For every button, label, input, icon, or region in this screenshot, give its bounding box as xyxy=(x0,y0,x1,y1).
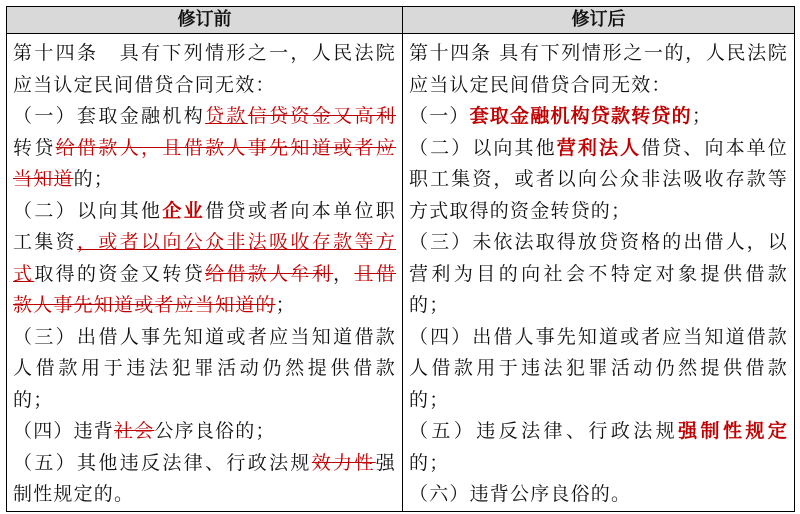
before-item-4-text-2: 公序良俗的； xyxy=(154,420,276,442)
before-item-2-insertion-1: ，或者以向公众非法吸收存款等方式 xyxy=(13,231,396,285)
after-item-2-text-2: 借贷、向本单位职工集资，或者以向公众非法吸收存款等方式取得的资金转贷的； xyxy=(409,136,788,222)
before-item-2-deletion-2: 且借款人事先知道或者应当知道的 xyxy=(13,262,396,316)
before-item-2-text-4: ， xyxy=(333,262,355,285)
before-item-2 xyxy=(13,196,396,322)
before-item-1 xyxy=(13,101,396,196)
before-item-5 xyxy=(13,448,396,511)
header-after: 修订后 xyxy=(403,7,795,34)
before-item-1-deletion-2: 给借款人，且借款人事先知道或者应当知道 xyxy=(13,136,396,190)
before-item-1-text-2: 转贷 xyxy=(13,136,56,159)
before-item-2-deletion-1: 给借款人牟利 xyxy=(205,262,334,285)
after-text-block xyxy=(409,38,788,511)
before-item-2-emphasis-1: 企业 xyxy=(162,199,206,222)
before-item-1-deletion-1: 信贷资金又高利 xyxy=(247,105,396,127)
before-item-5-text-2: 强制性规定的。 xyxy=(13,451,396,505)
before-item-4 xyxy=(13,416,396,448)
after-item-3: （三）未依法取得放贷资格的出借人，以营利为目的向社会不特定对象提供借款的； xyxy=(409,231,788,316)
after-item-4: （四）出借人事先知道或者应当知道借款人借款用于违法犯罪活动仍然提供借款的； xyxy=(409,325,788,411)
before-item-2-text-5: ； xyxy=(275,294,296,316)
after-item-1-text-2: ； xyxy=(691,105,713,127)
header-row xyxy=(7,7,795,34)
after-item-6: （六）违背公序良俗的。 xyxy=(409,483,632,505)
after-item-5-emphasis-1: 强制性规定 xyxy=(678,420,788,442)
after-item-5-text-1: （五）违反法律、行政法规 xyxy=(409,420,679,442)
after-item-1-text-1: （一） xyxy=(409,105,470,127)
after-article-intro: 第十四条 具有下列情形之一的，人民法院应当认定民间借贷合同无效： xyxy=(409,42,788,96)
revision-comparison-table xyxy=(6,6,795,512)
before-item-3: （三）出借人事先知道或者应当知道借款人借款用于违法犯罪活动仍然提供借款的； xyxy=(13,325,396,411)
after-item-2-emphasis-1: 营利法人 xyxy=(556,136,642,159)
before-item-5-text-1: （五）其他违反法律、行政法规 xyxy=(13,451,312,474)
before-article-intro: 第十四条 具有下列情形之一，人民法院应当认定民间借贷合同无效： xyxy=(13,42,396,96)
before-item-4-deletion-1: 社会 xyxy=(114,420,155,442)
before-item-2-text-3: 取得的资金又转贷 xyxy=(34,262,206,285)
before-column xyxy=(7,34,403,512)
after-column xyxy=(403,34,795,512)
before-item-4-text-1: （四）违背 xyxy=(13,420,115,442)
before-item-1-insertion-1: 贷款 xyxy=(205,105,248,127)
before-item-5-deletion-1: 效力性 xyxy=(311,451,376,474)
after-item-2-text-1: （二）以向其他 xyxy=(409,136,557,159)
header-before: 修订前 xyxy=(7,7,403,34)
content-row xyxy=(7,34,795,512)
after-item-1 xyxy=(409,101,788,133)
before-item-2-text-1: （二）以向其他 xyxy=(13,199,163,222)
before-item-1-text-1: （一）套取金融机构 xyxy=(13,105,206,127)
after-item-2 xyxy=(409,133,788,228)
before-text-block xyxy=(13,38,396,511)
before-item-1-text-3: 的； xyxy=(73,168,115,190)
after-item-5-text-2: 的； xyxy=(409,451,450,474)
before-item-2-text-2: 借贷或者向本单位职工集资 xyxy=(13,199,396,253)
after-item-1-emphasis-1: 套取金融机构贷款转贷的 xyxy=(469,105,692,127)
after-item-5 xyxy=(409,416,788,479)
